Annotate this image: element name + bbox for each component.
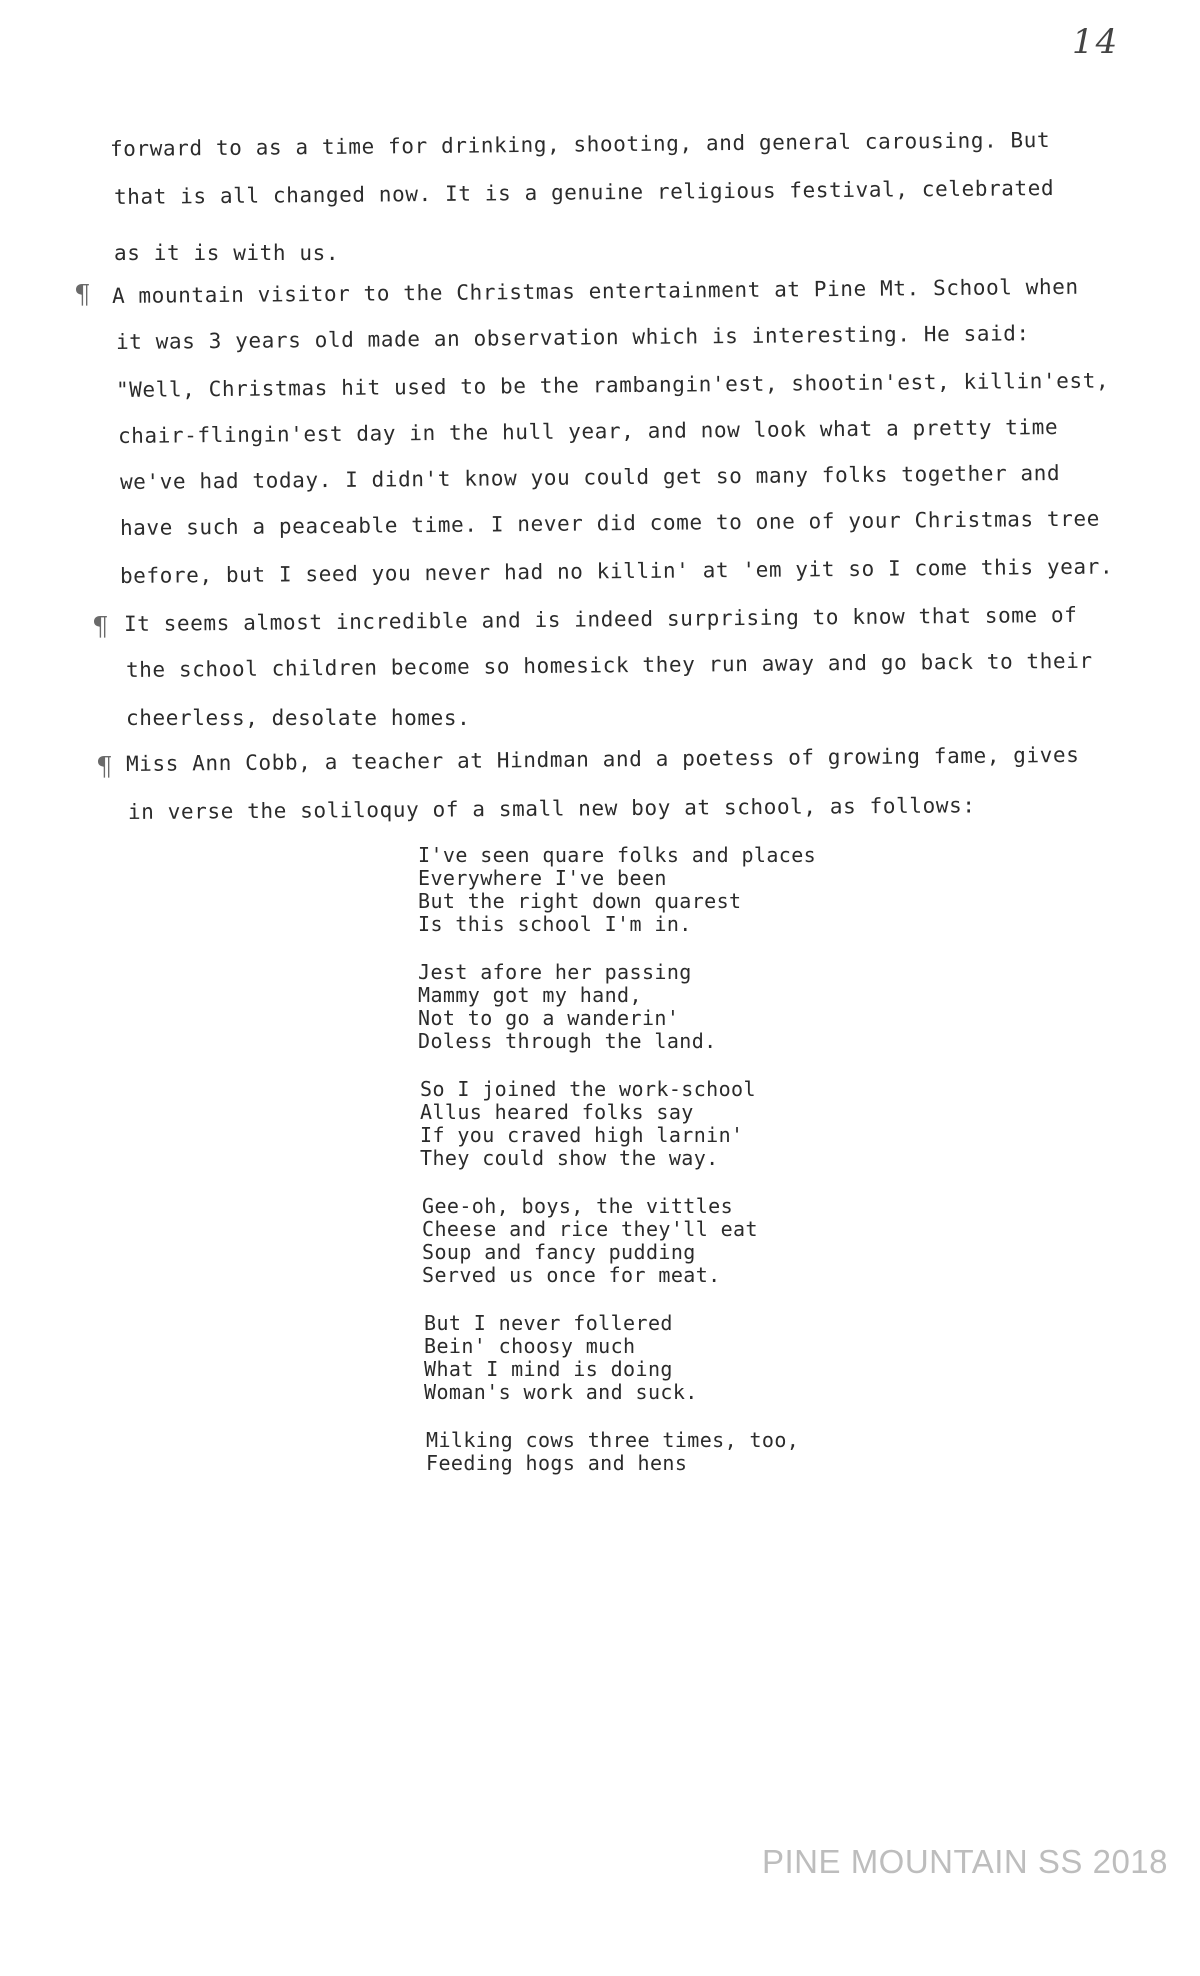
poem-line: But the right down quarest <box>418 889 742 913</box>
body-line: before, but I seed you never had no killin' at 'em yit so I come this year. <box>119 554 1114 588</box>
body-line: It seems almost incredible and is indeed surprising to know that some of <box>123 602 1078 636</box>
poem-line: Allus heared folks say <box>420 1100 694 1124</box>
paragraph-mark: ¶ <box>74 280 91 310</box>
poem-line: Jest afore her passing <box>418 960 692 984</box>
poem-line: Is this school I'm in. <box>418 912 692 936</box>
paragraph-mark: ¶ <box>92 612 109 642</box>
body-line: in verse the soliloquy of a small new boy at school, as follows: <box>127 793 976 824</box>
poem-line: Feeding hogs and hens <box>426 1451 688 1475</box>
poem-line: Served us once for meat. <box>422 1263 721 1287</box>
poem-line: Milking cows three times, too, <box>426 1428 800 1452</box>
body-line: chair-flingin'est day in the hull year, and now look what a pretty time <box>117 414 1059 448</box>
poem-line: If you craved high larnin' <box>420 1123 744 1147</box>
poem-line: Mammy got my hand, <box>418 983 642 1007</box>
paragraph-mark: ¶ <box>96 752 113 782</box>
poem-line: Gee-oh, boys, the vittles <box>422 1194 734 1218</box>
body-line: A mountain visitor to the Christmas entertainment at Pine Mt. School when <box>111 274 1079 308</box>
body-line: as it is with us. <box>114 241 340 265</box>
body-line: Miss Ann Cobb, a teacher at Hindman and a poetess of growing fame, gives <box>125 742 1080 776</box>
poem-line: Not to go a wanderin' <box>418 1006 680 1030</box>
poem-line: Cheese and rice they'll eat <box>422 1217 758 1241</box>
body-line: the school children become so homesick they run away and go back to their <box>125 648 1093 682</box>
body-line: it was 3 years old made an observation which is interesting. He said: <box>115 321 1030 354</box>
poem-line: What I mind is doing <box>424 1357 673 1381</box>
poem-line: Woman's work and suck. <box>424 1380 698 1404</box>
poem-line: Everywhere I've been <box>418 866 667 890</box>
poem-line: Bein' choosy much <box>424 1334 636 1358</box>
poem-line: They could show the way. <box>420 1146 719 1170</box>
body-line: that is all changed now. It is a genuine religious festival, celebrated <box>113 175 1055 209</box>
poem-line: Doless through the land. <box>418 1029 717 1053</box>
poem-line: Soup and fancy pudding <box>422 1240 696 1264</box>
poem-line: So I joined the work-school <box>420 1077 756 1101</box>
poem-line: But I never follered <box>424 1311 673 1335</box>
body-line: have such a peaceable time. I never did come to one of your Christmas tree <box>119 506 1101 540</box>
watermark: PINE MOUNTAIN SS 2018 <box>762 1843 1169 1880</box>
body-line: "Well, Christmas hit used to be the rambangin'est, shootin'est, killin'est, <box>115 368 1110 402</box>
body-line: we've had today. I didn't know you could get so many folks together and <box>119 460 1061 494</box>
body-line: forward to as a time for drinking, shooting, and general carousing. But <box>109 127 1051 161</box>
poem-line: I've seen quare folks and places <box>418 843 817 867</box>
page-number: 14 <box>1072 22 1120 62</box>
body-line: cheerless, desolate homes. <box>126 706 471 730</box>
